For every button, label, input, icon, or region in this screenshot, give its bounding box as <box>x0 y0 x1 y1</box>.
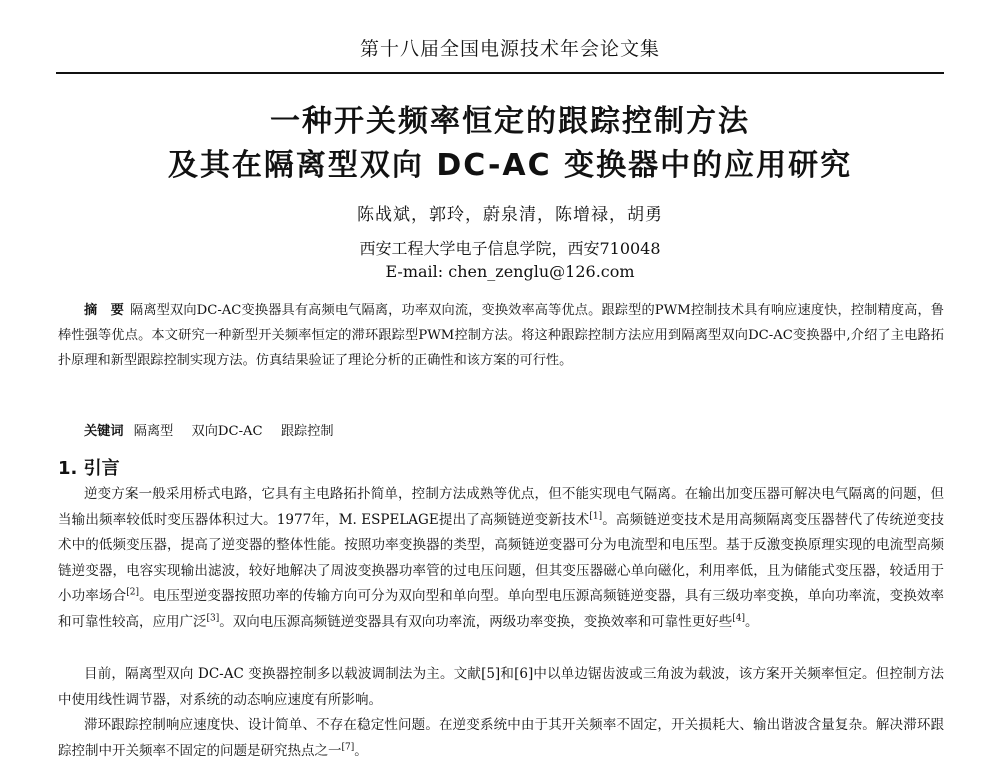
title-line-2: 及其在隔离型双向 DC-AC 变换器中的应用研究 <box>167 148 853 183</box>
paragraph-text: 。 <box>354 742 368 759</box>
paragraph-text: 逆变方案一般采用桥式电路，它具有主电路拓扑简单，控制方法成熟等优点，但不能实现电气隔离。在输出加变压器可解决电气隔离的问题，但当输出频率较低时变压器体积过大。1977年，M. ESPELAGE提出了高频链逆变新技术 <box>58 486 944 528</box>
header-rule <box>56 72 944 74</box>
section-heading-intro: 1. 引言 <box>58 458 120 479</box>
intro-paragraph-2: 目前，隔离型双向 DC-AC 变换器控制多以载波调制法为主。文献[5]和[6]中以单边锯齿波或三角波为载波，该方案开关频率恒定。但控制方法中使用线性调节器，对系统的动态响应速度有所影响。 <box>58 666 944 708</box>
keyword: 双向DC-AC <box>191 424 263 439</box>
citation: [4] <box>732 613 745 623</box>
paragraph-text: 。电压型逆变器按照功率的传输方向可分为双向型和单向型。单向型电压源高频链逆变器，具有三级功率变换，单向功率流，变换效率和可靠性较高，应用广泛 <box>58 588 945 630</box>
abstract <box>58 298 944 373</box>
paragraph-text: 。 <box>745 613 759 630</box>
citation: [3] <box>206 613 220 623</box>
title-line-1: 一种开关频率恒定的跟踪控制方法 <box>270 104 750 139</box>
intro-paragraph-1 <box>58 482 944 635</box>
intro-paragraph-3 <box>58 713 944 764</box>
keyword: 跟踪控制 <box>280 424 334 439</box>
email: E-mail: chen_zenglu@126.com <box>385 262 635 281</box>
citation: [1] <box>589 511 603 521</box>
abstract-label: 摘 要 <box>84 303 124 318</box>
abstract-text: 隔离型双向DC-AC变换器具有高频电气隔离，功率双向流，变换效率高等优点。跟踪型的PWM控制技术具有响应速度快，控制精度高，鲁棒性强等优点。本文研究一种新型开关频率恒定的滞环跟踪型PWM控制方法。将这种跟踪控制方法应用到隔离型双向DC-AC变换器中,介绍了主电路拓扑原理和新型跟踪控制实现方法。仿真结果验证了理论分析的正确性和该方案的可行性。 <box>58 303 944 368</box>
paragraph-text: 滞环跟踪控制响应速度快、设计简单、不存在稳定性问题。在逆变系统中由于其开关频率不固定，开关损耗大、输出谐波含量复杂。解决滞环跟踪控制中开关频率不固定的问题是研究热点之一 <box>58 717 944 759</box>
citation: [2] <box>126 587 139 598</box>
citation: [7] <box>341 742 355 752</box>
journal-header: 第十八届全国电源技术年会论文集 <box>359 38 660 60</box>
paragraph-text: 。高频链逆变技术是用高频隔离变压器替代了传统逆变技术中的低频变压器，提高了逆变器的整体性能。按照功率变换器的类型，高频链逆变器可分为电流型和电压型。基于反激变换原理实现的电流型高频链逆变器，电容实现输出滤波，较好地解决了周波变换器功率管的过电压问题，但其变压器磁心单向磁化，利用率低，且为储能式变压器，较适用于小功率场合 <box>58 511 945 604</box>
keyword: 隔离型 <box>133 424 174 439</box>
affiliation: 西安工程大学电子信息学院，西安710048 <box>359 239 661 258</box>
keywords-label: 关键词 <box>84 424 124 439</box>
paragraph-text: 。双向电压源高频链逆变器具有双向功率流，两级功率变换，变换效率和可靠性更好些 <box>219 613 733 630</box>
authors: 陈战斌，郭玲，蔚泉清，陈增禄，胡勇 <box>357 205 663 225</box>
keywords <box>84 420 348 439</box>
